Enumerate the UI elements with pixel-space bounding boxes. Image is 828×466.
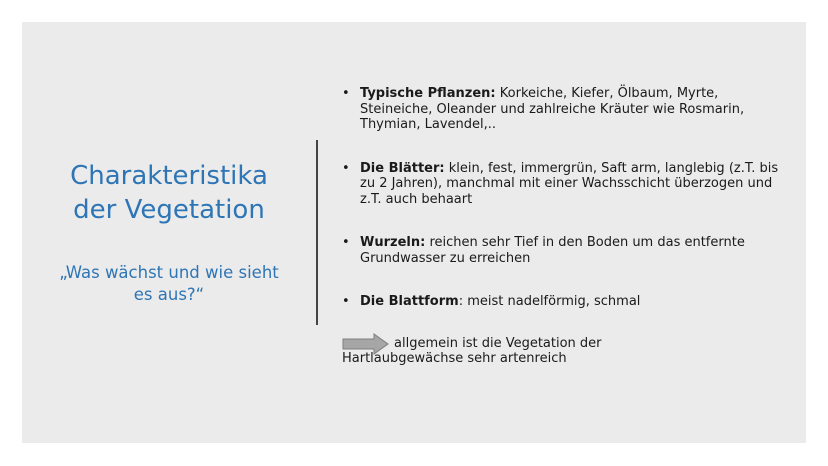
bullet-label: Die Blätter:: [360, 160, 445, 176]
bullet-dot-icon: •: [342, 160, 350, 176]
vertical-divider: [316, 140, 318, 325]
bullet-text: : meist nadelförmig, schmal: [458, 294, 641, 309]
bullet-label: Wurzeln:: [360, 235, 426, 250]
title-line-2: der Vegetation: [73, 195, 265, 225]
bullet-dot-icon: •: [342, 294, 350, 309]
bullet-label: Die Blattform: [360, 294, 459, 309]
conclusion-line-2: Hartlaubgewächse sehr artenreich: [342, 351, 567, 366]
slide: [22, 22, 806, 443]
bullet-text: klein, fest, immergrün, Saft arm, langlebig (z.T. bis zu 2 Jahren), manchmal mit einer Wachsschicht überzogen und z.T. auch behaart: [360, 160, 779, 207]
right-arrow-icon: [342, 333, 390, 355]
subtitle-line-1: „Was wächst und wie sieht: [59, 263, 279, 282]
bullet-item-pflanzen: [342, 86, 782, 133]
slide-title: [22, 159, 316, 227]
bullet-item-blaetter: [342, 161, 782, 208]
bullet-label: Typische Pflanzen:: [360, 86, 496, 101]
slide-subtitle: [22, 262, 316, 306]
bullet-item-wurzeln: [342, 235, 782, 266]
bullet-text: reichen sehr Tief in den Boden um das entfernte Grundwasser zu erreichen: [360, 235, 745, 266]
subtitle-line-2: es aus?“: [133, 285, 205, 304]
bullet-text: Korkeiche, Kiefer, Ölbaum, Myrte, Steineiche, Oleander und zahlreiche Kräuter wie Rosmarin, Thymian, Lavendel,..: [360, 86, 745, 132]
content-panel: [342, 86, 782, 367]
title-panel: [22, 22, 316, 443]
conclusion: [342, 336, 782, 367]
conclusion-line-1: allgemein ist die Vegetation der: [394, 335, 602, 351]
title-line-1: Charakteristika: [70, 161, 268, 191]
bullet-dot-icon: •: [342, 235, 350, 250]
bullet-item-blattform: [342, 294, 782, 310]
bullet-dot-icon: •: [342, 86, 350, 101]
